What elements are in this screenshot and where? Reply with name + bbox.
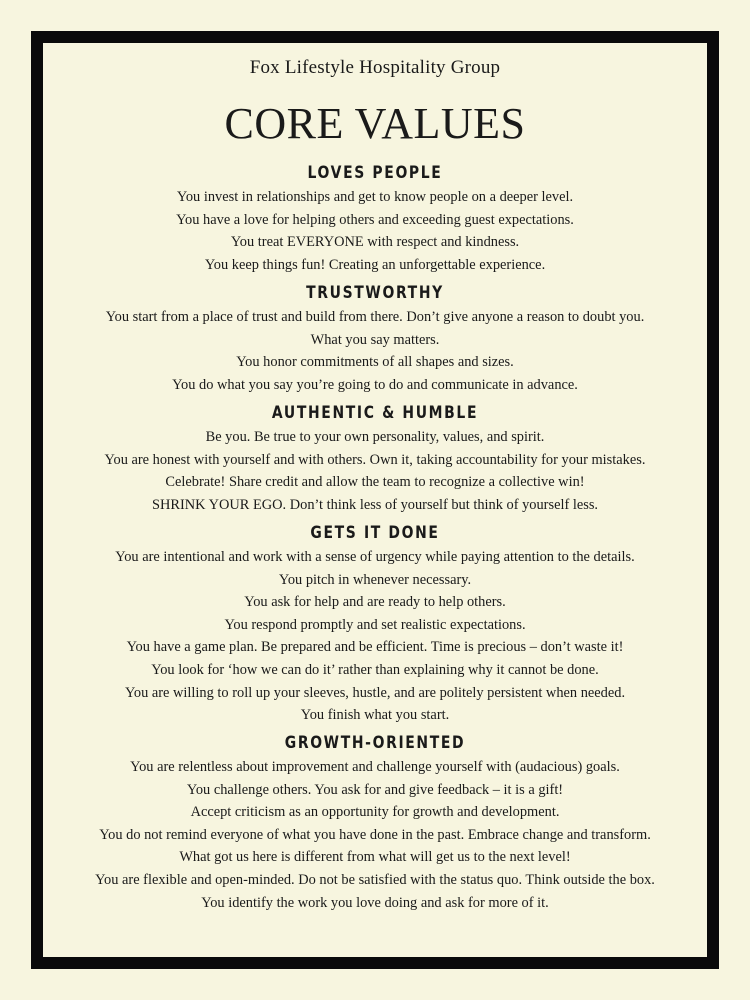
value-line: You are intentional and work with a sense of urgency while paying attention to the details. [115,549,635,565]
value-line: SHRINK YOUR EGO. Don’t think less of yourself but think of yourself less. [151,496,599,513]
value-line: You invest in relationships and get to know people on a deeper level. [176,189,574,205]
section-heading: LOVES PEOPLE [307,163,443,183]
value-line: You look for ‘how we can do it’ rather than explaining why it cannot be done. [151,661,599,678]
section-heading: GROWTH-ORIENTED [284,733,466,753]
value-line: Be you. Be true to your own personality, values, and spirit. [205,429,545,445]
value-line: You start from a place of trust and build from there. Don’t give anyone a reason to doubt you. [105,309,645,325]
value-line: Celebrate! Share credit and allow the team to recognize a collective win! [165,474,585,491]
section-gets-it-done [43,522,707,727]
organization-name: Fox Lifestyle Hospitality Group [249,57,501,78]
value-line: You pitch in whenever necessary. [278,571,472,588]
value-line: You are relentless about improvement and challenge yourself with (audacious) goals. [130,759,620,775]
value-line: You respond promptly and set realistic expectations. [224,616,526,633]
value-line: Accept criticism as an opportunity for growth and development. [190,804,560,821]
value-line: You have a game plan. Be prepared and be efficient. Time is precious – don’t waste it! [126,639,624,656]
value-line: You identify the work you love doing and ask for more of it. [201,894,549,911]
page-title: CORE VALUES [224,99,526,148]
section-authentic-humble [43,402,707,516]
poster-frame [31,31,719,969]
value-line: You are honest with yourself and with others. Own it, taking accountability for your mistakes. [104,451,646,468]
section-loves-people [43,162,707,276]
value-line: You do what you say you’re going to do and communicate in advance. [172,376,578,393]
value-line: You treat EVERYONE with respect and kindness. [230,234,520,251]
value-line: You keep things fun! Creating an unforgettable experience. [204,256,546,273]
value-line: You have a love for helping others and exceeding guest expectations. [176,211,574,228]
poster-content [43,43,707,957]
section-growth-oriented [43,732,707,914]
value-line: You are flexible and open-minded. Do not be satisfied with the status quo. Think outside the box. [95,871,655,888]
value-line: You challenge others. You ask for and give feedback – it is a gift! [186,781,564,798]
value-line: What got us here is different from what will get us to the next level! [179,849,571,866]
section-trustworthy [43,282,707,396]
section-heading: AUTHENTIC & HUMBLE [271,403,479,423]
value-line: You honor commitments of all shapes and sizes. [236,354,514,371]
section-heading: TRUSTWORTHY [306,283,444,303]
value-line: You do not remind everyone of what you have done in the past. Embrace change and transform. [99,826,651,843]
value-line: You ask for help and are ready to help others. [244,594,506,611]
value-line: What you say matters. [310,331,440,348]
section-heading: GETS IT DONE [310,523,440,543]
value-line: You are willing to roll up your sleeves, hustle, and are politely persistent when needed. [124,684,626,701]
value-line: You finish what you start. [300,707,450,724]
